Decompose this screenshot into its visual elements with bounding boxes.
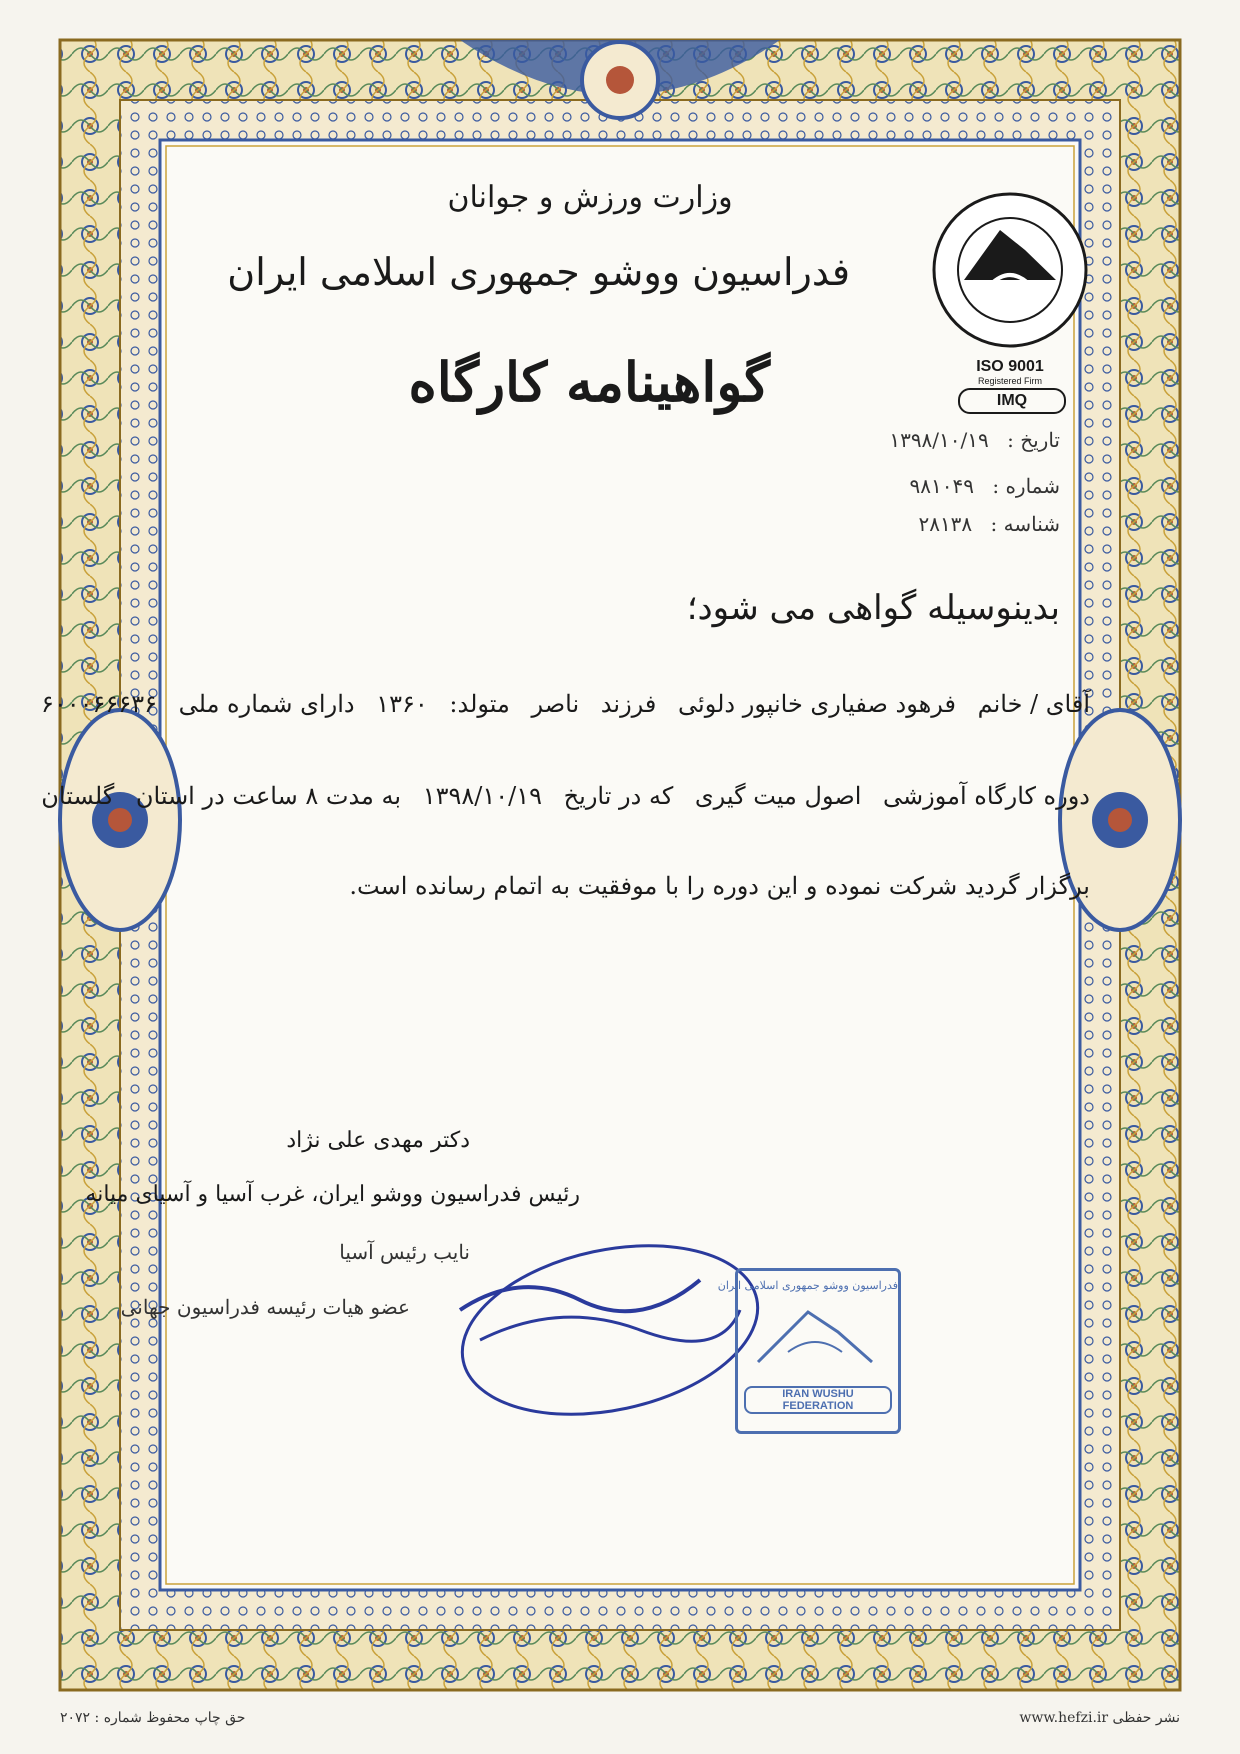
national-id-label: دارای شماره ملی (178, 690, 355, 718)
course-label: دوره کارگاه آموزشی (883, 782, 1090, 810)
certificate-title: گواهینامه کارگاه (408, 350, 770, 414)
stamp-top-text: فدراسیون ووشو جمهوری اسلامی ایران (717, 1279, 898, 1292)
number-value: ۹۸۱۰۴۹ (909, 474, 974, 498)
recipient-name: فرهود صفیاری خانپور دلوئی (678, 690, 956, 718)
signer-world-title: عضو هیات رئیسه فدراسیون جهانی (120, 1295, 410, 1319)
course-duration: به مدت ۸ ساعت در استان (135, 782, 402, 810)
handwritten-signature (440, 1190, 760, 1430)
course-line (27, 782, 1090, 810)
id-row (918, 512, 1060, 536)
completion-line: برگزار گردید شرکت نموده و این دوره را با موفقیت به اتمام رسانده است. (349, 872, 1090, 900)
signer-deputy: نایب رئیس آسیا (339, 1240, 470, 1264)
signer-name: دکتر مهدی علی نژاد (286, 1128, 470, 1153)
stamp-bottom-text: IRAN WUSHU FEDERATION (744, 1386, 892, 1414)
number-label: شماره : (992, 474, 1060, 498)
iso-sub: Registered Firm (977, 376, 1042, 386)
federation-heading: فدراسیون ووشو جمهوری اسلامی ایران (227, 250, 850, 294)
number-row (910, 474, 1060, 498)
official-stamp (717, 1268, 901, 1434)
father-label: فرزند (600, 690, 657, 718)
national-id: ۶۰۰۰۶۶۶۳۶ (40, 690, 157, 718)
footer-copyright: حق چاپ محفوظ شماره : ۲۰۷۲ (60, 1710, 246, 1726)
date-row (889, 428, 1060, 452)
certificate-lead: بدینوسیله گواهی می شود؛ (686, 588, 1060, 628)
date-label: تاریخ : (1007, 428, 1060, 452)
imq-badge: IMQ (958, 388, 1066, 414)
footer-publisher: www.hefzi.ir نشر حفظی (1019, 1710, 1180, 1726)
date-value: ۱۳۹۸/۱۰/۱۹ (889, 428, 989, 452)
course-province: گلستان (41, 782, 115, 810)
federation-logo (930, 190, 1090, 350)
iso-label: ISO 9001 (976, 358, 1044, 375)
born-year: ۱۳۶۰ (376, 690, 428, 718)
stamp-emblem (738, 1292, 892, 1382)
signer-title: رئیس فدراسیون ووشو ایران، غرب آسیا و آسیای میانه (85, 1182, 580, 1207)
recipient-prefix: آقای / خانم (977, 690, 1090, 718)
born-label: متولد: (449, 690, 510, 718)
father-name: ناصر (531, 690, 580, 718)
ministry-heading: وزارت ورزش و جوانان (447, 180, 733, 215)
id-value: ۲۸۱۳۸ (918, 512, 973, 536)
id-label: شناسه : (990, 512, 1060, 536)
course-name: اصول میت گیری (694, 782, 862, 810)
course-date: ۱۳۹۸/۱۰/۱۹ (422, 782, 543, 810)
recipient-line (27, 690, 1090, 718)
course-date-label: که در تاریخ (563, 782, 674, 810)
